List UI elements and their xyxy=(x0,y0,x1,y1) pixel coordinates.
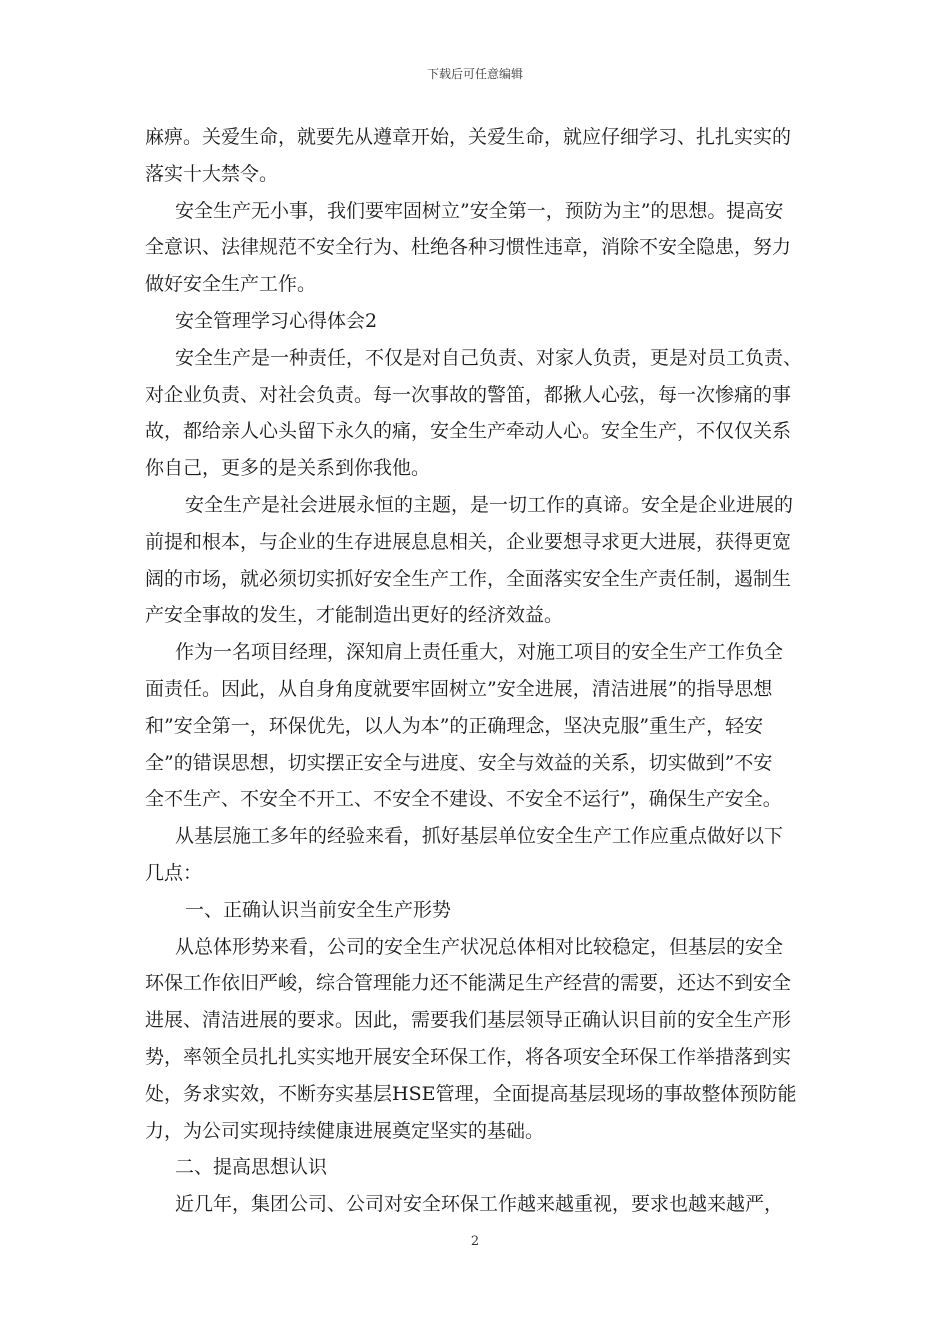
paragraph-line: 从基层施工多年的经验来看，抓好基层单位安全生产工作应重点做好以下 xyxy=(175,825,784,848)
paragraph-line: 全意识、法律规范不安全行为、杜绝各种习惯性违章，消除不安全隐患，努力 xyxy=(145,236,792,259)
section-heading: 一、正确认识当前安全生产形势 xyxy=(185,898,452,921)
paragraph-line: 做好安全生产工作。 xyxy=(145,273,317,296)
paragraph-line: 麻痹。关爱生命，就要先从遵章开始，关爱生命，就应仔细学习、扎扎实实的 xyxy=(145,126,792,148)
paragraph-line: 处，务求实效，不断夯实基层HSE管理，全面提高基层现场的事故整体预防能 xyxy=(145,1082,797,1105)
paragraph-line: 安全生产是一种责任，不仅是对自己负责、对家人负责，更是对员工负责、 xyxy=(175,346,803,369)
paragraph-line: 故，都给亲人心头留下永久的痛，安全生产牵动人心。安全生产，不仅仅关系 xyxy=(145,420,792,443)
paragraph-line: 产安全事故的发生，才能制造出更好的经济效益。 xyxy=(145,604,564,627)
page-header-note: 下载后可任意编辑 xyxy=(426,67,523,81)
paragraph-line: 和”安全第一，环保优先，以人为本”的正确理念，坚决克服”重生产，轻安 xyxy=(145,714,764,737)
paragraph-line: 势，率领全员扎扎实实地开展安全环保工作，将各项安全环保工作举措落到实 xyxy=(145,1045,792,1068)
paragraph-line: 从总体形势来看，公司的安全生产状况总体相对比较稳定，但基层的安全 xyxy=(175,935,784,958)
paragraph-line: 阔的市场，就必须切实抓好安全生产工作，全面落实安全生产责任制，遏制生 xyxy=(145,567,792,590)
paragraph-line: 对企业负责、对社会负责。每一次事故的警笛，都揪人心弦，每一次惨痛的事 xyxy=(145,383,792,406)
paragraph-line: 落实十大禁令。 xyxy=(145,162,279,185)
document-body xyxy=(145,119,815,1223)
section-heading: 二、提高思想认识 xyxy=(175,1156,328,1179)
page-number: 2 xyxy=(470,1234,480,1249)
section-heading: 安全管理学习心得体会2 xyxy=(175,309,378,332)
paragraph-line: 作为一名项目经理，深知肩上责任重大，对施工项目的安全生产工作负全 xyxy=(175,641,784,664)
paragraph-line: 力，为公司实现持续健康进展奠定坚实的基础。 xyxy=(145,1119,545,1142)
paragraph-line: 环保工作依旧严峻，综合管理能力还不能满足生产经营的需要，还达不到安全 xyxy=(145,972,792,995)
paragraph-line: 几点： xyxy=(145,861,203,884)
paragraph-line: 近几年，集团公司、公司对安全环保工作越来越重视，要求也越来越严， xyxy=(175,1193,784,1216)
paragraph-line: 安全生产是社会进展永恒的主题，是一切工作的真谛。安全是企业进展的 xyxy=(185,493,794,516)
paragraph-line: 全不生产、不安全不开工、不安全不建设、不安全不运行”，确保生产安全。 xyxy=(145,788,782,811)
paragraph-line: 面责任。因此，从自身角度就要牢固树立”安全进展，清洁进展”的指导思想 xyxy=(145,677,773,700)
paragraph-line: 前提和根本，与企业的生存进展息息相关，企业要想寻求更大进展，获得更宽 xyxy=(145,530,792,553)
paragraph-line: 进展、清洁进展的要求。因此，需要我们基层领导正确认识目前的安全生产形 xyxy=(145,1009,792,1032)
paragraph-line: 你自己，更多的是关系到你我他。 xyxy=(145,457,431,480)
paragraph-line: 全”的错误思想，切实摆正安全与进度、安全与效益的关系，切实做到”不安 xyxy=(145,751,773,774)
paragraph-line: 安全生产无小事，我们要牢固树立”安全第一，预防为主”的思想。提高安 xyxy=(175,199,784,222)
